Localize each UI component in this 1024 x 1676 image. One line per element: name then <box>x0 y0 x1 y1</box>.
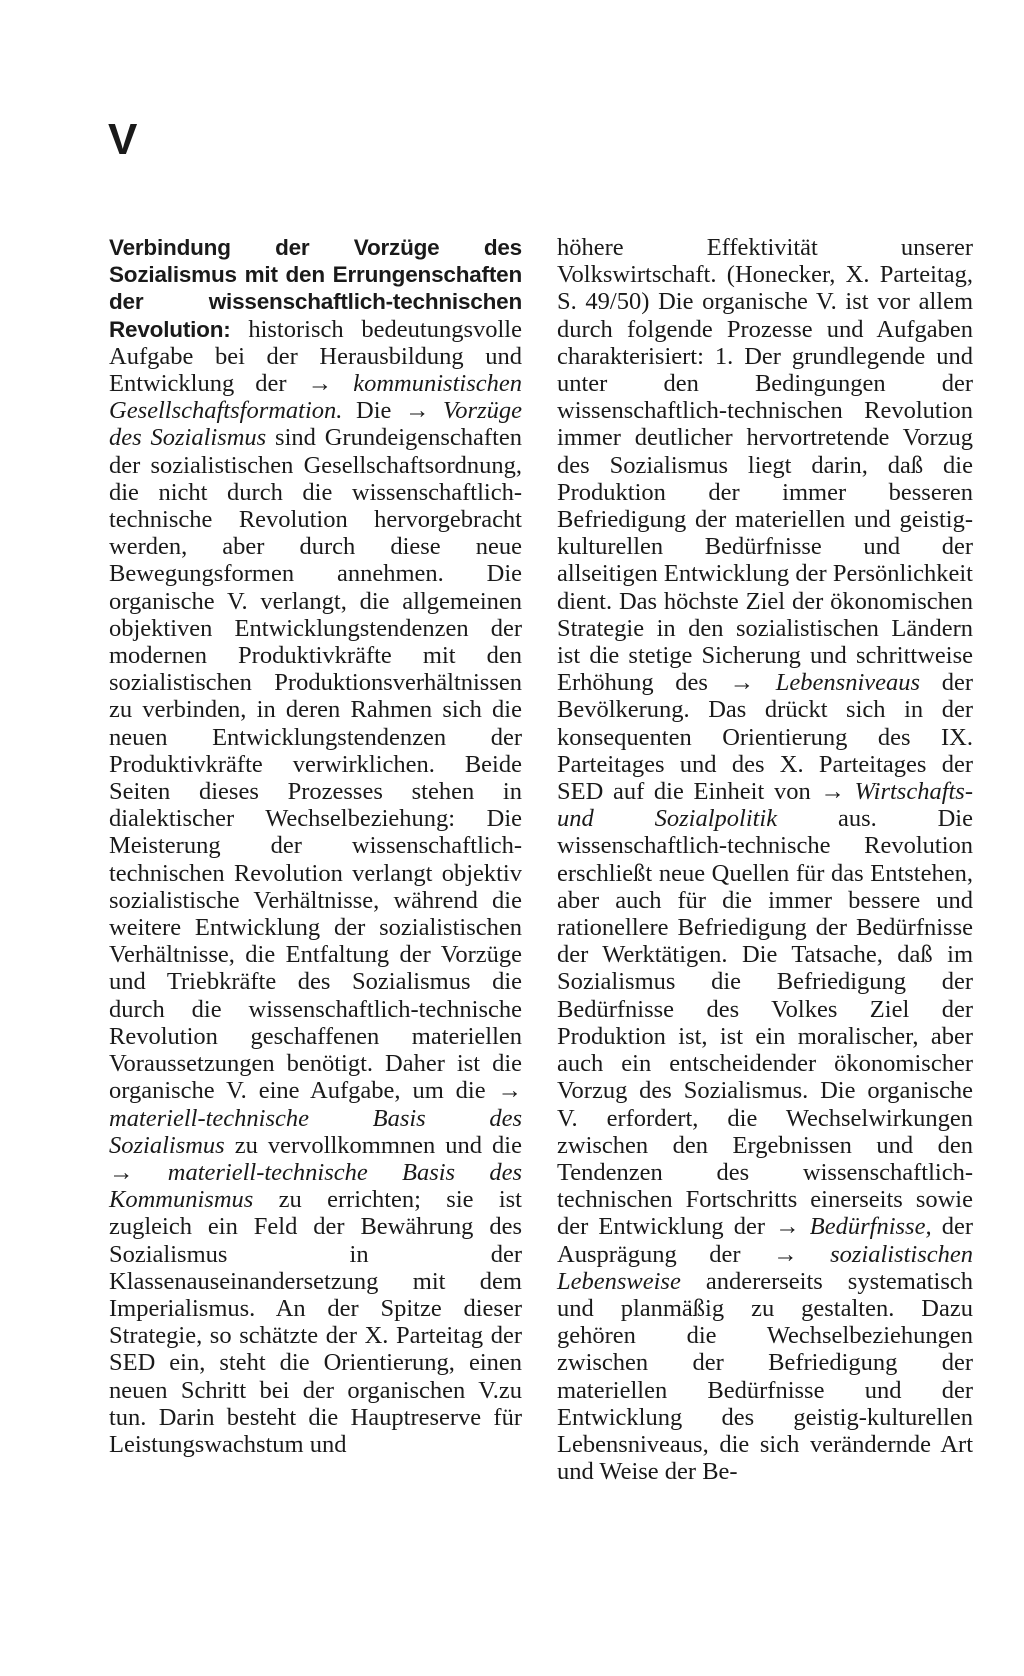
text-segment: zu errichten; sie ist zugleich ein Feld der Bewährung des Sozialismus in der Klassenauseinandersetzung mit dem Imperialismus. An der Spitze dieser Strategie, so schätzte der X. Parteitag der SED ein, steht die Orientierung, einen neuen Schritt bei der organischen V.zu tun. Darin besteht die Hauptreserve für Leistungswachstum und <box>109 1186 522 1458</box>
cross-reference-link[interactable]: → materiell-technische Basis des Sozialismus <box>109 1077 522 1159</box>
cross-reference-link[interactable]: → sozialistischen Lebensweise <box>557 1240 974 1295</box>
text-segment: Die <box>342 397 405 425</box>
text-segment: andererseits systematisch und planmäßig zu gestalten. Dazu gehören die Wechselbeziehungen zwischen der Befriedigung der materiellen Bedürfnisse und der Entwicklung des geistig-kulturellen Lebensniveaus, die sich verändernde Art und Weise der Be- <box>557 1267 973 1486</box>
right-column <box>557 234 973 1485</box>
text-segment: der Ausprägung der <box>557 1213 973 1268</box>
cross-reference-link[interactable]: → Wirtschafts- und Sozialpolitik <box>557 778 974 833</box>
text-segment: historisch bedeutungsvolle Aufgabe bei der Herausbildung und Entwicklung der <box>109 315 522 398</box>
text-segment: sind Grundeigenschaften der sozialistischen Gesellschaftsordnung, die nicht durch die wissenschaftlich-technische Revolution hervorgebracht werden, aber durch diese neue Bewegungsformen annehmen. Die organische V. verlangt, die allgemeinen objektiven Entwicklungstendenzen der modernen Produktivkräfte mit den sozialistischen Produktionsverhältnissen zu verbinden, in deren Rahmen sich die neuen Entwicklungstendenzen der Produktivkräfte verwirklichen. Beide Seiten dieses Prozesses stehen in dialektischer Wechselbeziehung: Die Meisterung der wissenschaftlich-technischen Revolution verlangt objektiv sozialistische Verhältnisse, während die weitere Entwicklung der sozialistischen Verhältnisse, die Entfaltung der Vorzüge und Triebkräfte des Sozialismus die durch die wissenschaftlich-technische Revolution geschaffenen materiellen Voraussetzungen benötigt. Daher ist die organische V. eine Aufgabe, um die <box>109 424 522 1105</box>
text-segment: zu vervollkommnen und die <box>224 1131 522 1159</box>
cross-reference-link[interactable]: → materiell-technische Basis des Kommunismus <box>109 1158 522 1214</box>
cross-reference-link[interactable]: → Bedürfnisse, <box>775 1213 932 1241</box>
text-segment: höhere Effektivität unserer Volkswirtschaft. (Honecker, X. Parteitag, S. 49/50) Die organische V. ist vor allem durch folgende Prozesse und Aufgaben charakterisiert: 1. Der grundlegende und unter den Bedingungen der wissenschaftlich-technischen Revolution immer deutlicher hervortretende Vorzug des Sozialismus liegt darin, daß die Produktion der immer besseren Befriedigung der materiellen und geistig-kulturellen Bedürfnisse und der allseitigen Entwicklung der Persönlichkeit dient. Das höchste Ziel der ökonomischen Strategie in den sozialistischen Ländern ist die stetige Sicherung und schrittweise Erhöhung des <box>557 234 973 697</box>
left-column <box>109 234 522 1458</box>
cross-reference-link[interactable]: → Vorzüge des Sozialismus <box>109 397 522 452</box>
entry-headword: Verbindung der Vorzüge des Sozialismus mit den Errungenschaften der wissenschaftlich-technischen Revolution: <box>109 235 522 342</box>
cross-reference-link[interactable]: → Lebensniveaus <box>729 669 921 697</box>
text-segment: der Bevölkerung. Das drückt sich in der konsequenten Orientierung des IX. Parteitages und des X. Parteitages der SED auf die Einheit von <box>557 669 973 806</box>
section-letter: V <box>108 115 138 164</box>
cross-reference-link[interactable]: → kommunistischen Gesellschaftsformation. <box>109 370 522 425</box>
text-segment: aus. Die wissenschaftlich-technische Revolution erschließt neue Quellen für das Entstehen, aber auch für die immer bessere und rationellere Befriedigung der Bedürfnisse der Werktätigen. Die Tatsache, daß im Sozialismus die Befriedigung der Bedürfnisse des Volkes Ziel der Produktion ist, ist ein moralischer, aber auch ein entscheidender ökonomischer Vorzug des Sozialismus. Die organische V. erfordert, die Wechselwirkungen zwischen den Ergebnissen und den Tendenzen des wissenschaftlich-technischen Fortschritts einerseits sowie der Entwicklung der <box>557 805 973 1241</box>
